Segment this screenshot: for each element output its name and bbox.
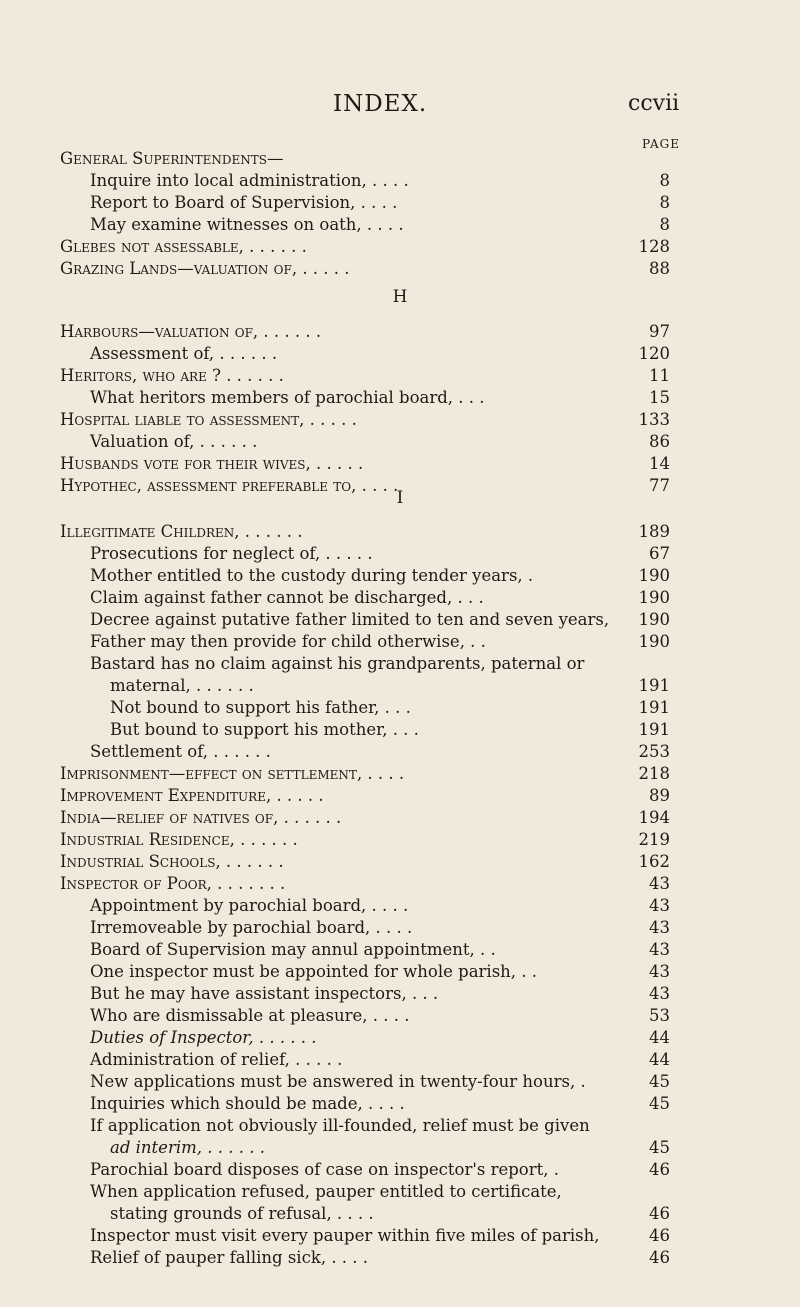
index-entry [60, 940, 670, 962]
entry-text: Heritors, who are ? . . . . . . [60, 366, 284, 385]
index-entry [60, 1226, 670, 1248]
entry-page-number: 189 [638, 522, 670, 541]
index-entry [60, 1160, 670, 1182]
entry-text: Parochial board disposes of case on inspector's report, . [90, 1160, 559, 1179]
running-title: INDEX. [333, 91, 428, 117]
entry-text: Father may then provide for child otherwise, . . [90, 632, 486, 651]
index-entry [60, 432, 670, 454]
entry-text: Hypothec, assessment preferable to, . . . . [60, 476, 399, 495]
entry-page-number: 11 [649, 366, 670, 385]
entry-page-number: 88 [649, 259, 670, 278]
index-entry [60, 786, 670, 808]
index-entry [60, 544, 670, 566]
entry-page-number: 45 [649, 1094, 670, 1113]
index-entry [60, 149, 670, 171]
entry-page-number: 219 [638, 830, 670, 849]
entry-page-number: 162 [638, 852, 670, 871]
index-entry [60, 720, 670, 742]
entry-page-number: 43 [649, 896, 670, 915]
index-entry [60, 1138, 670, 1160]
entry-page-number: 190 [638, 566, 670, 585]
entry-page-number: 190 [638, 632, 670, 651]
entry-page-number: 8 [659, 171, 670, 190]
entry-page-number: 8 [659, 215, 670, 234]
index-entry [60, 171, 670, 193]
entry-page-number: 191 [638, 698, 670, 717]
entry-page-number: 89 [649, 786, 670, 805]
entry-page-number: 43 [649, 918, 670, 937]
index-entry [60, 610, 670, 632]
index-entry [60, 322, 670, 344]
entry-text: Prosecutions for neglect of, . . . . . [90, 544, 373, 563]
index-entry [60, 259, 670, 281]
index-entry [60, 676, 670, 698]
entry-page-number: 218 [638, 764, 670, 783]
entry-text: Harbours—valuation of, . . . . . . [60, 322, 322, 341]
index-entry [60, 344, 670, 366]
entry-text: Grazing Lands—valuation of, . . . . . [60, 259, 350, 278]
entry-page-number: 45 [649, 1138, 670, 1157]
entry-page-number: 46 [649, 1160, 670, 1179]
index-entry [60, 808, 670, 830]
entry-page-number: 43 [649, 984, 670, 1003]
entry-text: Not bound to support his father, . . . [110, 698, 411, 717]
entry-page-number: 128 [638, 237, 670, 256]
entry-page-number: 190 [638, 588, 670, 607]
index-entry [60, 566, 670, 588]
index-entry [60, 962, 670, 984]
index-entry [60, 918, 670, 940]
entry-text: Inquire into local administration, . . . . [90, 171, 409, 190]
entry-text: Mother entitled to the custody during tender years, . [90, 566, 534, 585]
index-entry [60, 522, 670, 544]
entry-text: Inspector must visit every pauper within five miles of parish, [90, 1226, 600, 1245]
index-entry [60, 874, 670, 896]
entry-text: But bound to support his mother, . . . [110, 720, 419, 739]
index-entry [60, 1028, 670, 1050]
entry-page-number: 46 [649, 1226, 670, 1245]
entry-text: Husbands vote for their wives, . . . . . [60, 454, 364, 473]
entry-text: Board of Supervision may annul appointment, . . [90, 940, 496, 959]
entry-page-number: 86 [649, 432, 670, 451]
entry-text: Imprisonment—effect on settlement, . . . . [60, 764, 405, 783]
entry-text: ad interim, . . . . . . [110, 1138, 265, 1157]
entry-page-number: 77 [649, 476, 670, 495]
index-entry [60, 632, 670, 654]
entry-text: Glebes not assessable, . . . . . . [60, 237, 307, 256]
entry-page-number: 191 [638, 720, 670, 739]
entry-page-number: 120 [638, 344, 670, 363]
index-entry [60, 764, 670, 786]
index-entry [60, 830, 670, 852]
entry-text: Relief of pauper falling sick, . . . . [90, 1248, 369, 1267]
entry-text: If application not obviously ill-founded, relief must be given [90, 1116, 590, 1135]
entry-page-number: 43 [649, 940, 670, 959]
index-entry [60, 388, 670, 410]
index-entry [60, 852, 670, 874]
entry-text: One inspector must be appointed for whole parish, . . [90, 962, 538, 981]
index-entry [60, 588, 670, 610]
index-entry [60, 193, 670, 215]
entry-text: Assessment of, . . . . . . [90, 344, 278, 363]
index-entry [60, 1182, 670, 1204]
entry-text: Claim against father cannot be discharged, . . . [90, 588, 484, 607]
index-entry [60, 410, 670, 432]
index-entry [60, 1204, 670, 1226]
page-header [0, 91, 800, 121]
entry-page-number: 44 [649, 1028, 670, 1047]
index-entry [60, 742, 670, 764]
entry-page-number: 191 [638, 676, 670, 695]
entry-text: Illegitimate Children, . . . . . . [60, 522, 303, 541]
index-entry [60, 1248, 670, 1270]
entry-text: May examine witnesses on oath, . . . . [90, 215, 404, 234]
section-letter: H [392, 287, 408, 307]
index-entry [60, 237, 670, 259]
entry-page-number: 44 [649, 1050, 670, 1069]
entry-page-number: 253 [638, 742, 670, 761]
page-column-label: PAGE [642, 137, 680, 151]
entry-text: Irremoveable by parochial board, . . . . [90, 918, 413, 937]
entry-text: Who are dismissable at pleasure, . . . . [90, 1006, 410, 1025]
entry-page-number: 190 [638, 610, 670, 629]
index-entry [60, 698, 670, 720]
entry-text: New applications must be answered in twenty-four hours, . [90, 1072, 586, 1091]
index-entry [60, 1050, 670, 1072]
index-entry [60, 454, 670, 476]
entry-page-number: 97 [649, 322, 670, 341]
entry-text: But he may have assistant inspectors, . . . [90, 984, 439, 1003]
entry-page-number: 14 [649, 454, 670, 473]
page-number: ccvii [628, 91, 680, 116]
entry-text: Settlement of, . . . . . . [90, 742, 271, 761]
entry-text: maternal, . . . . . . [110, 676, 254, 695]
entry-text: Valuation of, . . . . . . [90, 432, 258, 451]
entry-page-number: 8 [659, 193, 670, 212]
entry-page-number: 45 [649, 1072, 670, 1091]
entry-text: Duties of Inspector, . . . . . . [90, 1028, 317, 1047]
entry-text: Decree against putative father limited to ten and seven years, [90, 610, 610, 629]
entry-text: Bastard has no claim against his grandparents, paternal or [90, 654, 585, 673]
entry-page-number: 43 [649, 874, 670, 893]
index-entry [60, 896, 670, 918]
index-entry [60, 1006, 670, 1028]
section-letter: I [396, 488, 404, 508]
index-entry [60, 654, 670, 676]
entry-page-number: 46 [649, 1248, 670, 1267]
entry-text: General Superintendents— [60, 149, 284, 168]
entry-text: Improvement Expenditure, . . . . . [60, 786, 324, 805]
entry-text: Inquiries which should be made, . . . . [90, 1094, 405, 1113]
entry-page-number: 43 [649, 962, 670, 981]
entry-text: Appointment by parochial board, . . . . [90, 896, 409, 915]
entry-text: Inspector of Poor, . . . . . . . [60, 874, 286, 893]
index-entry [60, 1072, 670, 1094]
entry-page-number: 194 [638, 808, 670, 827]
index-entry [60, 984, 670, 1006]
index-entry [60, 366, 670, 388]
entry-text: When application refused, pauper entitled to certificate, [90, 1182, 562, 1201]
index-entry [60, 1116, 670, 1138]
entry-text: Industrial Schools, . . . . . . [60, 852, 284, 871]
entry-page-number: 133 [638, 410, 670, 429]
entry-page-number: 46 [649, 1204, 670, 1223]
entry-page-number: 53 [649, 1006, 670, 1025]
index-entry [60, 215, 670, 237]
entry-page-number: 67 [649, 544, 670, 563]
index-entry [60, 1094, 670, 1116]
entry-text: Administration of relief, . . . . . [90, 1050, 343, 1069]
entry-text: Report to Board of Supervision, . . . . [90, 193, 398, 212]
entry-text: stating grounds of refusal, . . . . [110, 1204, 374, 1223]
entry-text: Hospital liable to assessment, . . . . . [60, 410, 357, 429]
entry-text: India—relief of natives of, . . . . . . [60, 808, 342, 827]
entry-page-number: 15 [649, 388, 670, 407]
entry-text: Industrial Residence, . . . . . . [60, 830, 298, 849]
entry-text: What heritors members of parochial board, . . . [90, 388, 485, 407]
